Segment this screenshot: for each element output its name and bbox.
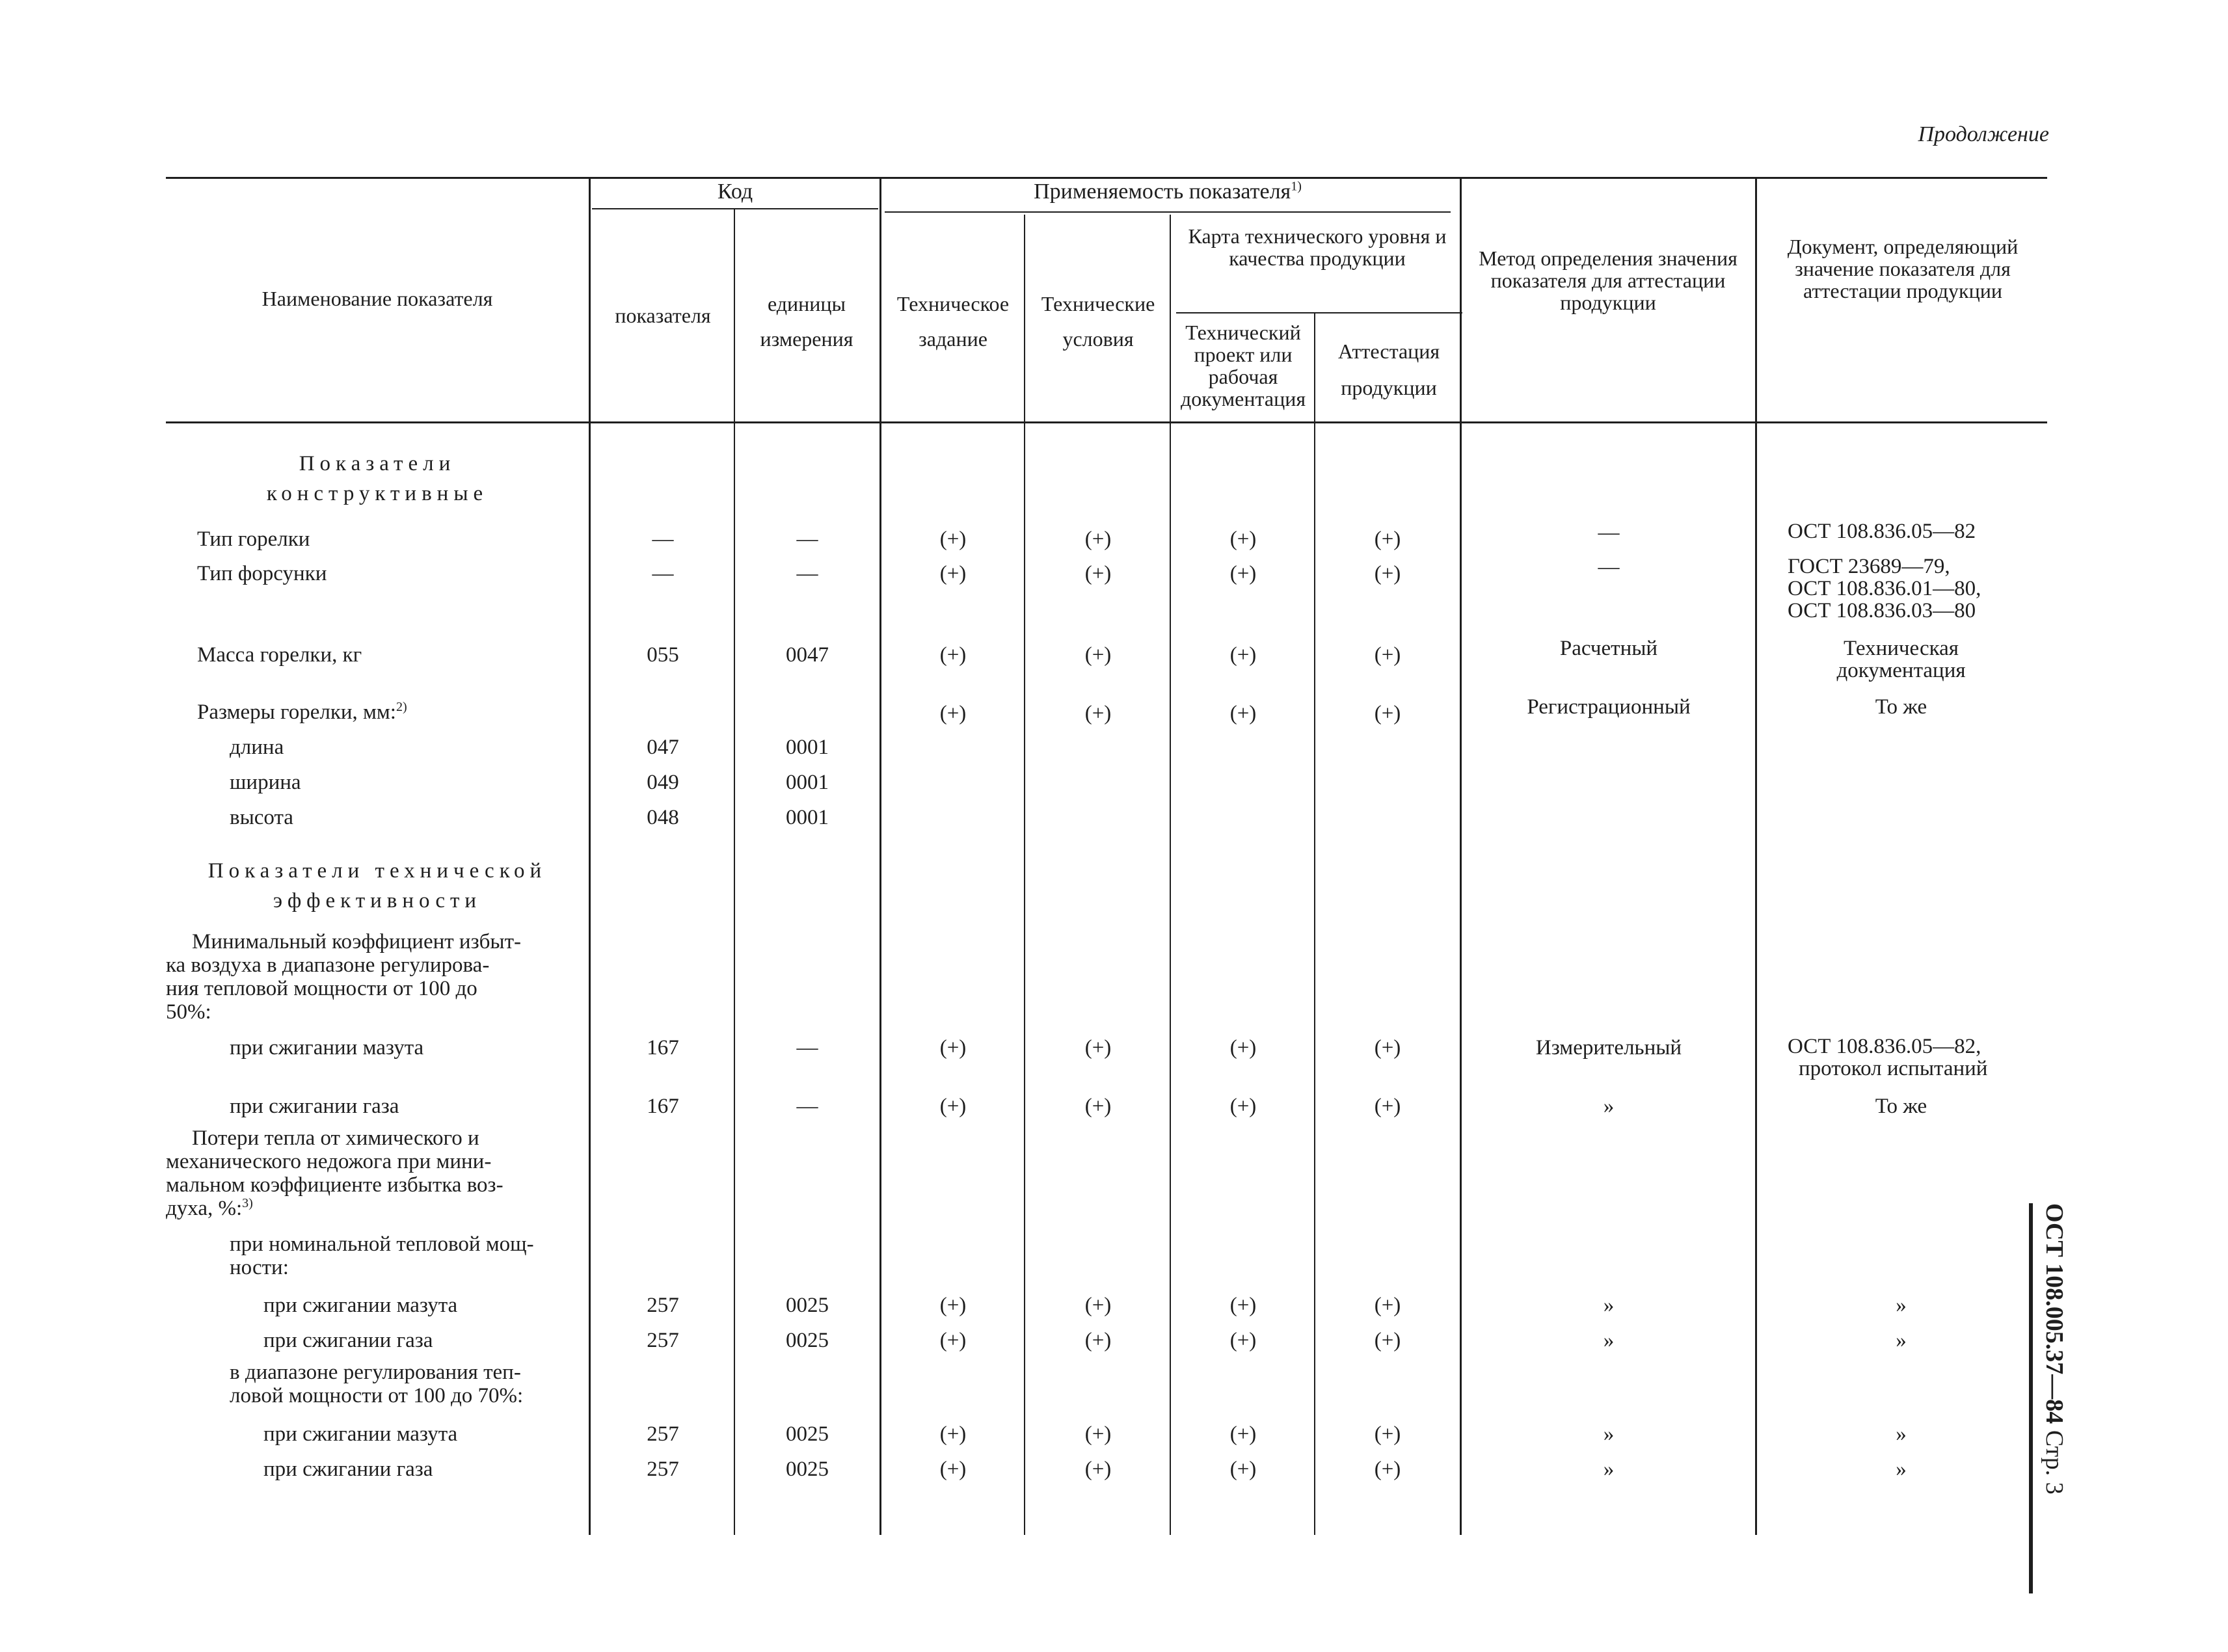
row-unit: —	[796, 527, 818, 551]
header-code-indicator: показателя	[615, 304, 711, 327]
row-tz: (+)	[939, 1036, 967, 1059]
row-name	[197, 700, 407, 725]
row-method: —	[1598, 521, 1620, 544]
row-doc: »	[1896, 1294, 1907, 1317]
row-tp: (+)	[1229, 1036, 1257, 1059]
row-code: 055	[647, 643, 679, 667]
row-method: Регистрационный	[1527, 695, 1691, 719]
nominal-paragraph	[230, 1232, 581, 1279]
row-name: при сжигании газа	[263, 1329, 433, 1352]
section-constructive-line1: Показатели	[299, 452, 456, 475]
row-unit: 0001	[786, 771, 829, 794]
row-method: Измерительный	[1535, 1036, 1682, 1059]
row-unit: —	[796, 1095, 818, 1118]
row-doc: »	[1896, 1422, 1907, 1446]
min-coef-line4: 50%:	[166, 1000, 211, 1024]
row-code: 049	[647, 771, 679, 794]
section-efficiency-line1: Показатели технической	[208, 859, 547, 883]
row-tp: (+)	[1229, 1294, 1257, 1317]
section-constructive-line2: конструктивные	[266, 482, 489, 505]
row-tz: (+)	[939, 527, 967, 551]
header-card-attestation: Аттестация продукции	[1337, 340, 1440, 399]
row-name: при сжигании газа	[263, 1458, 433, 1481]
header-card-project: Технический проект или рабочая документация	[1180, 321, 1306, 410]
row-tu: (+)	[1084, 1458, 1112, 1481]
row-code: 257	[647, 1458, 679, 1481]
row-att: (+)	[1374, 1329, 1401, 1352]
row-doc: »	[1896, 1329, 1907, 1352]
section-constructive	[166, 449, 589, 509]
min-coef-line2: ка воздуха в диапазоне регулирова-	[166, 953, 490, 977]
row-tp: (+)	[1229, 1329, 1257, 1352]
row-unit: 0025	[786, 1329, 829, 1352]
row-code: —	[652, 527, 674, 551]
row-method: Расчетный	[1559, 637, 1658, 660]
row-name-text: Размеры горелки, мм:	[197, 700, 396, 724]
row-doc-line2: документация	[1836, 659, 1966, 682]
header-applicability-text: Применяемость показателя	[1034, 180, 1291, 204]
row-tz: (+)	[939, 643, 967, 667]
header-bottom-border	[166, 421, 2047, 423]
row-code: 047	[647, 736, 679, 759]
range-line1: в диапазоне регулирования теп-	[230, 1361, 521, 1384]
row-unit: 0001	[786, 806, 829, 829]
header-name: Наименование показателя	[262, 287, 493, 310]
row-doc-line1: Техническая	[1843, 637, 1959, 660]
heat-loss-line3: мальном коэффициенте избытка воз-	[166, 1173, 503, 1197]
footnote-mark-2: 2)	[396, 700, 407, 714]
row-doc-line2: ОСТ 108.836.01—80,	[1788, 577, 1981, 600]
nominal-line2: ности:	[230, 1256, 289, 1279]
card-header-divider	[1176, 312, 1462, 313]
row-tp: (+)	[1229, 1458, 1257, 1481]
row-doc: То же	[1875, 1095, 1927, 1118]
applicability-header-divider	[885, 211, 1451, 213]
row-att: (+)	[1374, 1458, 1401, 1481]
row-att: (+)	[1374, 562, 1401, 585]
page-number: Стр. 3	[2041, 1430, 2068, 1495]
row-tp: (+)	[1229, 643, 1257, 667]
row-name: при сжигании мазута	[230, 1036, 424, 1059]
min-coef-line1: Минимальный коэффициент избыт-	[192, 930, 522, 953]
header-tech-conditions: Технические условия	[1041, 292, 1155, 351]
standard-side-label	[2029, 1203, 2072, 1593]
min-coef-line3: ния тепловой мощности от 100 до	[166, 977, 477, 1000]
row-name: Тип форсунки	[197, 562, 327, 585]
row-tp: (+)	[1229, 1422, 1257, 1446]
header-code: Код	[717, 180, 753, 204]
row-method: »	[1603, 1095, 1615, 1118]
row-method: »	[1603, 1294, 1615, 1317]
header-applicability	[885, 180, 1451, 204]
row-name: длина	[230, 736, 284, 759]
row-tz: (+)	[939, 1422, 967, 1446]
section-efficiency	[166, 856, 589, 916]
row-tu: (+)	[1084, 1294, 1112, 1317]
row-att: (+)	[1374, 1095, 1401, 1118]
row-doc-line1: ОСТ 108.836.05—82,	[1788, 1035, 1981, 1058]
range-paragraph	[230, 1361, 581, 1407]
row-name: при сжигании мазута	[263, 1294, 458, 1317]
row-code: 167	[647, 1036, 679, 1059]
row-att: (+)	[1374, 702, 1401, 725]
row-att: (+)	[1374, 1422, 1401, 1446]
row-att: (+)	[1374, 643, 1401, 667]
row-name: Масса горелки, кг	[197, 643, 362, 667]
min-coef-paragraph	[166, 930, 582, 1024]
row-tu: (+)	[1084, 1036, 1112, 1059]
row-tz: (+)	[939, 702, 967, 725]
row-doc-line3: ОСТ 108.836.03—80	[1788, 599, 1976, 622]
row-doc: То же	[1875, 695, 1927, 719]
footnote-mark-3: 3)	[242, 1196, 253, 1210]
row-method: »	[1603, 1458, 1615, 1481]
row-tz: (+)	[939, 562, 967, 585]
heat-loss-line4: духа, %:	[166, 1197, 243, 1220]
row-unit: 0001	[786, 736, 829, 759]
code-header-divider	[592, 208, 878, 209]
row-code: —	[652, 562, 674, 585]
row-tu: (+)	[1084, 643, 1112, 667]
row-method: »	[1603, 1422, 1615, 1446]
row-att: (+)	[1374, 1294, 1401, 1317]
row-tu: (+)	[1084, 562, 1112, 585]
row-name: Тип горелки	[197, 527, 310, 551]
row-tu: (+)	[1084, 1422, 1112, 1446]
footnote-mark-1: 1)	[1291, 179, 1302, 194]
heat-loss-line1: Потери тепла от химического и	[192, 1126, 479, 1150]
row-code: 048	[647, 806, 679, 829]
header-tech-task: Техническое задание	[896, 292, 1010, 351]
row-code: 257	[647, 1422, 679, 1446]
row-unit: 0025	[786, 1422, 829, 1446]
row-tz: (+)	[939, 1294, 967, 1317]
row-tp: (+)	[1229, 1095, 1257, 1118]
section-efficiency-line2: эффективности	[273, 889, 482, 913]
row-att: (+)	[1374, 1036, 1401, 1059]
row-tu: (+)	[1084, 527, 1112, 551]
range-line2: ловой мощности от 100 до 70%:	[230, 1384, 524, 1407]
row-method: »	[1603, 1329, 1615, 1352]
row-code: 257	[647, 1294, 679, 1317]
row-name: при сжигании газа	[230, 1095, 399, 1118]
col-divider-1	[589, 177, 591, 1535]
row-tu: (+)	[1084, 1095, 1112, 1118]
row-tu: (+)	[1084, 1329, 1112, 1352]
row-tu: (+)	[1084, 702, 1112, 725]
row-name: при сжигании мазута	[263, 1422, 458, 1446]
row-code: 257	[647, 1329, 679, 1352]
header-card: Карта технического уровня и качества продукции	[1188, 224, 1447, 270]
row-tp: (+)	[1229, 562, 1257, 585]
row-tp: (+)	[1229, 527, 1257, 551]
row-unit: 0047	[786, 643, 829, 667]
row-unit: 0025	[786, 1294, 829, 1317]
row-unit: —	[796, 562, 818, 585]
row-doc-line1: ГОСТ 23689—79,	[1788, 555, 1950, 578]
row-code: 167	[647, 1095, 679, 1118]
row-tp: (+)	[1229, 702, 1257, 725]
heat-loss-paragraph	[166, 1126, 582, 1220]
table-top-border	[166, 177, 2047, 179]
header-method: Метод определения значения показателя для аттестации продукции	[1479, 246, 1738, 314]
header-code-unit: единицы измерения	[760, 292, 853, 351]
row-tz: (+)	[939, 1095, 967, 1118]
continuation-label: Продолжение	[1918, 122, 2049, 146]
row-att: (+)	[1374, 527, 1401, 551]
row-unit: 0025	[786, 1458, 829, 1481]
row-doc: »	[1896, 1458, 1907, 1481]
header-document: Документ, определяющий значение показателя для аттестации продукции	[1787, 235, 2019, 302]
row-tz: (+)	[939, 1458, 967, 1481]
heat-loss-line4-wrap	[166, 1197, 582, 1220]
heat-loss-line2: механического недожога при мини-	[166, 1150, 492, 1173]
row-method: —	[1598, 555, 1620, 579]
nominal-line1: при номинальной тепловой мощ-	[230, 1232, 534, 1256]
row-name: высота	[230, 806, 293, 829]
row-unit: —	[796, 1036, 818, 1059]
row-name: ширина	[230, 771, 301, 794]
row-doc: ОСТ 108.836.05—82	[1788, 520, 1976, 543]
row-tz: (+)	[939, 1329, 967, 1352]
row-doc-line2: протокол испытаний	[1799, 1057, 1988, 1080]
standard-code: ОСТ 108.005.37—84	[2041, 1203, 2068, 1424]
